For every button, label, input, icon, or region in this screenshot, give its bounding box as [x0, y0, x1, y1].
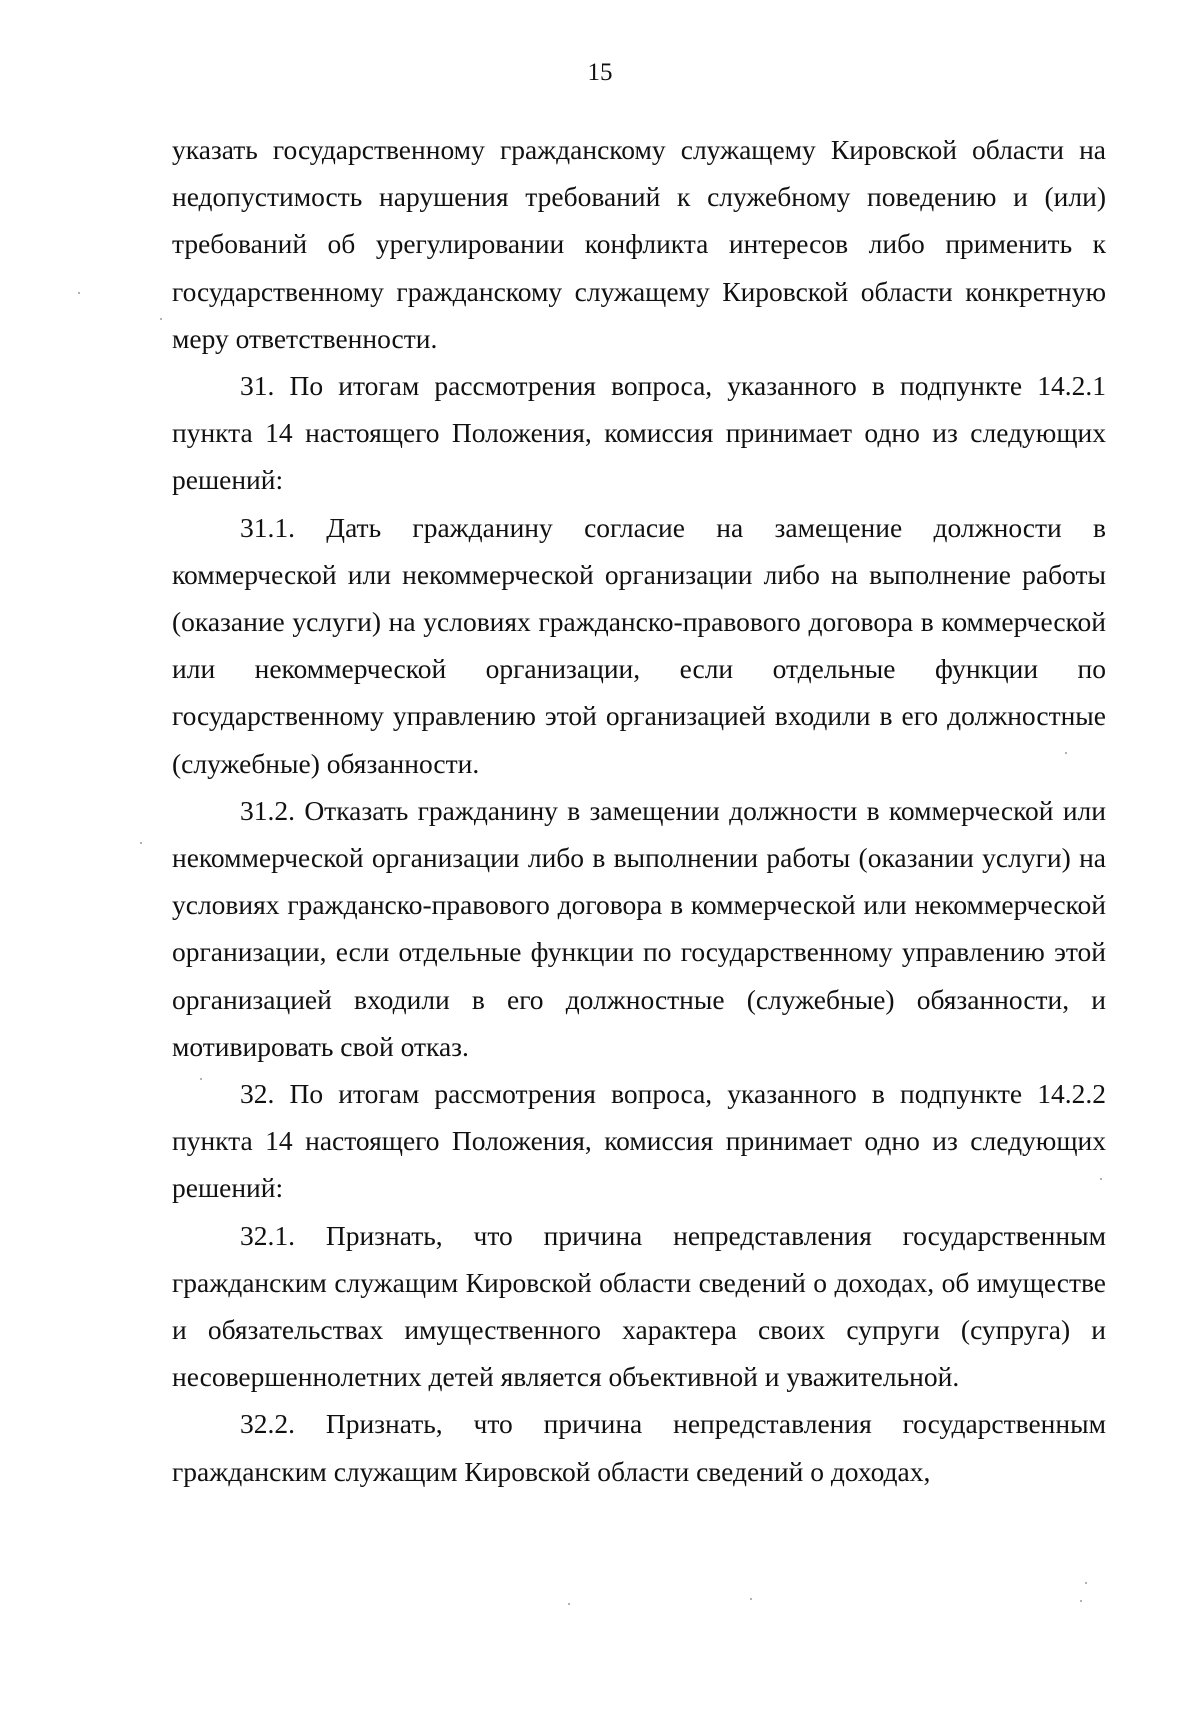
document-body	[172, 126, 1106, 1495]
paragraph-31-1: 31.1. Дать гражданину согласие на замещение должности в коммерческой или некоммерческой организации либо на выполнение работы (оказание услуги) на условиях гражданско-правового договора в коммерческой или некоммерческой организации, если отдельные функции по государственному управлению этой организацией входили в его должностные (служебные) обязанности.	[172, 511, 1106, 779]
scan-speck	[1085, 1582, 1087, 1584]
paragraph-32-2: 32.2. Признать, что причина непредставления государственным гражданским служащим Кировской области сведений о доходах,	[172, 1408, 1106, 1487]
scan-speck	[1065, 752, 1067, 754]
scan-speck	[1080, 1600, 1082, 1602]
scan-speck	[160, 318, 162, 320]
scan-speck	[78, 292, 80, 294]
scan-speck	[1100, 1178, 1102, 1180]
scan-speck	[568, 1603, 570, 1605]
paragraph-31-2: 31.2. Отказать гражданину в замещении должности в коммерческой или некоммерческой организации либо в выполнении работы (оказании услуги) на условиях гражданско-правового договора в коммерческой или некоммерческой организации, если отдельные функции по государственному управлению этой организацией входили в его должностные (служебные) обязанности, и мотивировать свой отказ.	[172, 794, 1106, 1062]
paragraph-31: 31. По итогам рассмотрения вопроса, указанного в подпункте 14.2.1 пункта 14 настоящего Положения, комиссия принимает одно из следующих решений:	[172, 370, 1106, 496]
scan-speck	[750, 1598, 752, 1600]
scan-speck	[200, 1078, 202, 1080]
paragraph-32: 32. По итогам рассмотрения вопроса, указанного в подпункте 14.2.2 пункта 14 настоящего Положения, комиссия принимает одно из следующих решений:	[172, 1078, 1106, 1204]
paragraph-continuation: указать государственному гражданскому служащему Кировской области на недопустимость нарушения требований к служебному поведению и (или) требований об урегулировании конфликта интересов либо применить к государственному гражданскому служащему Кировской области конкретную меру ответственности.	[172, 134, 1106, 354]
paragraph-32-1: 32.1. Признать, что причина непредставления государственным гражданским служащим Кировской области сведений о доходах, об имуществе и обязательствах имущественного характера своих супруги (супруга) и несовершеннолетних детей является объективной и уважительной.	[172, 1219, 1106, 1393]
page-number: 15	[587, 59, 613, 86]
scan-speck	[140, 842, 142, 844]
